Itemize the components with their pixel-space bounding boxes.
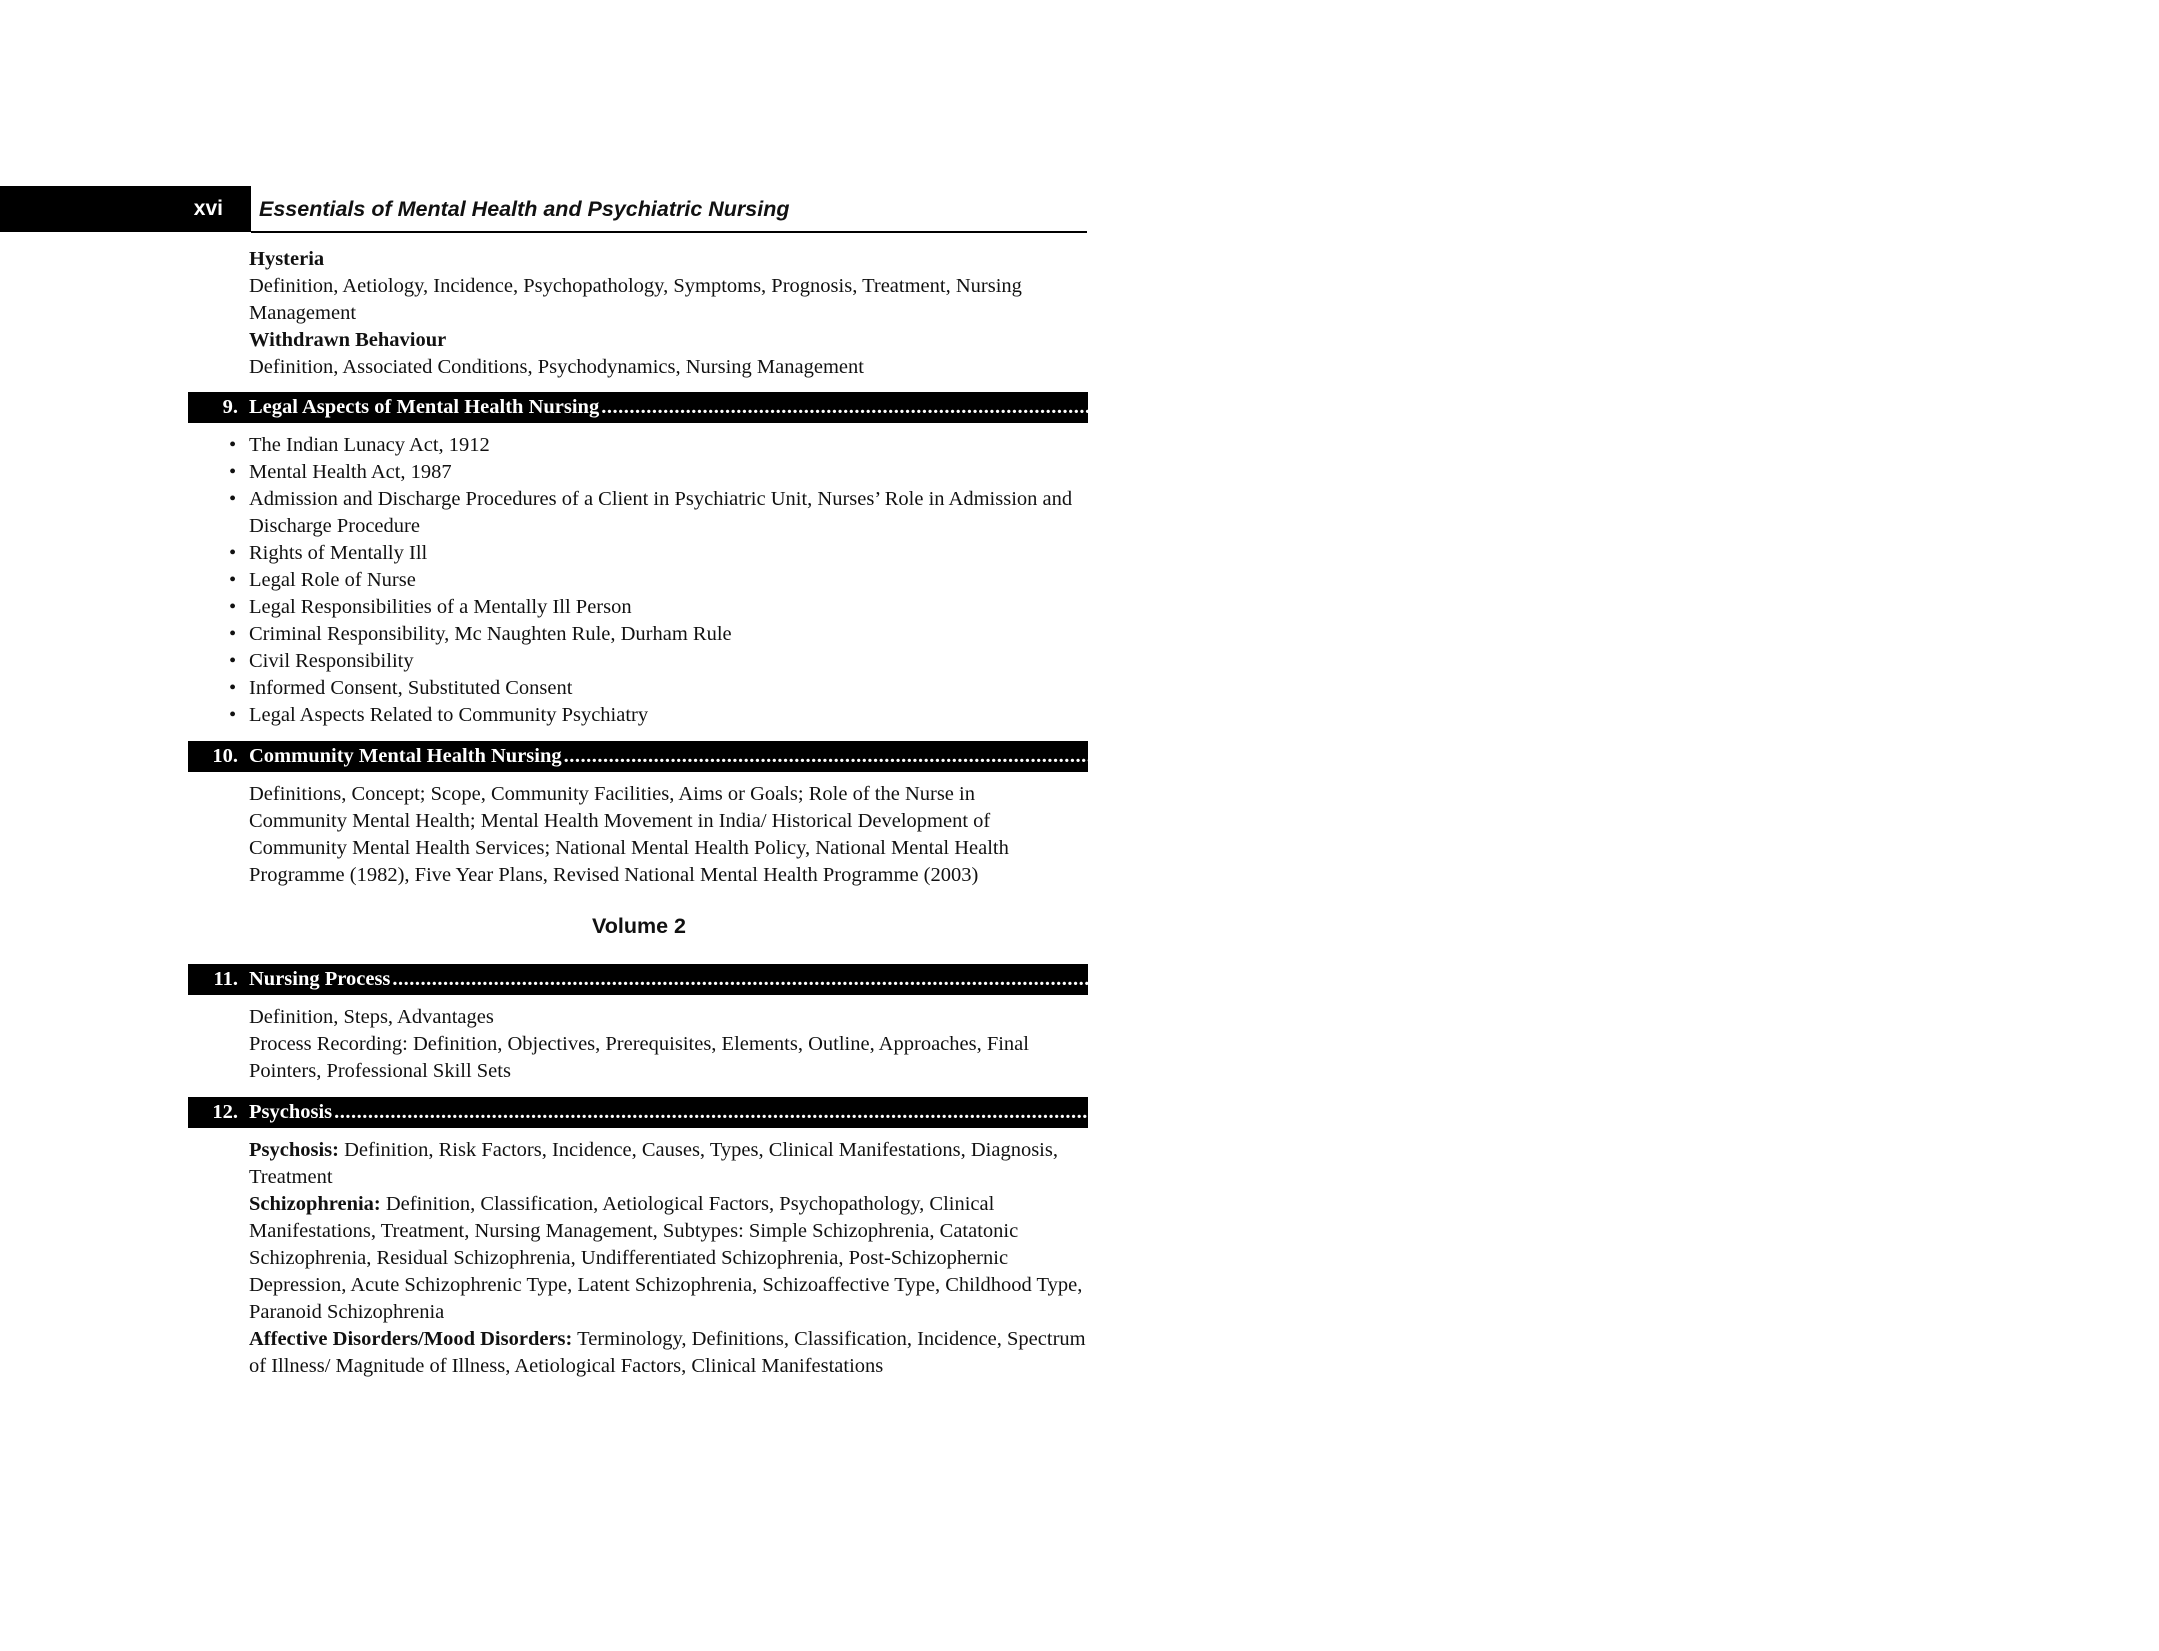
chapter-12-entries bbox=[249, 1137, 1089, 1380]
page-number-block bbox=[0, 186, 251, 232]
list-item: • Rights of Mentally Ill bbox=[249, 540, 1089, 567]
affective-disorders-entry bbox=[249, 1326, 1089, 1380]
entry-text: Terminology, Definitions, Classification, Incidence, Spectrum of Illness/ Magnitude of Illness, Aetiological Factors, Clinical Manifestations bbox=[249, 1328, 1086, 1377]
withdrawn-title: Withdrawn Behaviour bbox=[249, 329, 447, 351]
list-item: • The Indian Lunacy Act, 1912 bbox=[249, 432, 1089, 459]
chapter-title: Community Mental Health Nursing bbox=[249, 745, 562, 767]
hysteria-section bbox=[249, 246, 1089, 381]
list-item: • Admission and Discharge Procedures of a Client in Psychiatric Unit, Nurses’ Role in Admission and Discharge Procedure bbox=[229, 488, 1073, 537]
chapter-title: Psychosis bbox=[249, 1101, 333, 1123]
withdrawn-desc: Definition, Associated Conditions, Psychodynamics, Nursing Management bbox=[249, 356, 864, 378]
entry-term: Schizophrenia: bbox=[249, 1193, 381, 1215]
chapter-10-desc: Definitions, Concept; Scope, Community Facilities, Aims or Goals; Role of the Nurse in Community Mental Health; Mental Health Movement in India/ Historical Development of Community Mental Health Services; National Mental Health Policy, National Mental Health Programme (1982), Five Year Plans, Revised National Mental Health Programme (2003) bbox=[249, 783, 1009, 886]
leader-dots: ............................................................................................................................................................................................................................................................................... bbox=[392, 968, 1917, 990]
page-number: xvi bbox=[193, 197, 223, 220]
chapter-number: 9. bbox=[222, 396, 238, 418]
hysteria-desc: Definition, Aetiology, Incidence, Psychopathology, Symptoms, Prognosis, Treatment, Nursing Management bbox=[249, 275, 1022, 324]
chapter-number: 12. bbox=[212, 1101, 238, 1123]
bullet-icon: • bbox=[229, 488, 237, 510]
header-rule bbox=[251, 231, 1087, 233]
list-item: • Legal Role of Nurse bbox=[249, 567, 1089, 594]
bullet-icon: • bbox=[229, 704, 237, 726]
list-item: • Mental Health Act, 1987 bbox=[249, 459, 1089, 486]
chapter-page: 353 bbox=[2091, 745, 2122, 767]
entry-text: Definition, Classification, Aetiological Factors, Psychopathology, Clinical Manifestations, Treatment, Nursing Management, Subtypes: Simple Schizophrenia, Catatonic Schizophrenia, Residual Schizophrenia, Undifferentiated Schizophrenia, Post-Schizophernic Depression, Acute Schizophrenic Type, Latent Schizophrenia, Schizoaffective Type, Childhood Type, Paranoid Schizophrenia bbox=[249, 1193, 1083, 1323]
list-item: • Legal Responsibilities of a Mentally Ill Person bbox=[249, 594, 1089, 621]
list-item: • Legal Aspects Related to Community Psychiatry bbox=[249, 702, 1089, 729]
toc-content bbox=[212, 246, 2159, 1380]
list-item: • Criminal Responsibility, Mc Naughten Rule, Durham Rule bbox=[249, 621, 1089, 648]
bullet-icon: • bbox=[229, 461, 237, 483]
psychosis-entry bbox=[249, 1137, 1089, 1191]
chapter-number: 10. bbox=[212, 745, 238, 767]
list-item: • Informed Consent, Substituted Consent bbox=[249, 675, 1089, 702]
running-header-title: Essentials of Mental Health and Psychiatric Nursing bbox=[259, 197, 790, 221]
chapter-11-desc-2: Process Recording: Definition, Objectives, Prerequisites, Elements, Outline, Approaches, Final Pointers, Professional Skill Sets bbox=[249, 1033, 1029, 1082]
chapter-10-bar[interactable] bbox=[188, 741, 2122, 772]
leader-dots: ............................................................................................................................................................................................................................................................................... bbox=[563, 745, 2088, 767]
bullet-icon: • bbox=[229, 677, 237, 699]
entry-text: Definition, Risk Factors, Incidence, Causes, Types, Clinical Manifestations, Diagnosis, Treatment bbox=[249, 1139, 1058, 1188]
chapter-page: 363 bbox=[1919, 968, 1951, 990]
chapter-9-bar[interactable] bbox=[188, 392, 2159, 423]
bullet-icon: • bbox=[229, 623, 237, 645]
chapter-page: 340 bbox=[2128, 396, 2159, 418]
chapter-title: Legal Aspects of Mental Health Nursing bbox=[249, 396, 600, 418]
chapter-9-bullet-list bbox=[229, 432, 1089, 729]
list-item: • Civil Responsibility bbox=[249, 648, 1089, 675]
chapter-11-desc-1: Definition, Steps, Advantages bbox=[249, 1006, 494, 1028]
leader-dots: ............................................................................................................................................................................................................................................................................... bbox=[334, 1101, 1859, 1123]
entry-term: Psychosis: bbox=[249, 1139, 339, 1161]
volume-heading: Volume 2 bbox=[592, 914, 686, 938]
bullet-icon: • bbox=[229, 569, 237, 591]
bullet-icon: • bbox=[229, 434, 237, 456]
chapter-title: Nursing Process bbox=[249, 968, 391, 990]
chapter-page: 372 bbox=[1861, 1101, 1893, 1123]
schizophrenia-entry bbox=[249, 1191, 1089, 1326]
leader-dots: ............................................................................................................................................................................................................................................................................... bbox=[601, 396, 2126, 418]
entry-term: Affective Disorders/Mood Disorders: bbox=[249, 1328, 573, 1350]
chapter-number: 11. bbox=[213, 968, 238, 990]
bullet-icon: • bbox=[229, 542, 237, 564]
chapter-12-bar[interactable] bbox=[188, 1097, 1893, 1128]
bullet-icon: • bbox=[229, 596, 237, 618]
bullet-icon: • bbox=[229, 650, 237, 672]
hysteria-title: Hysteria bbox=[249, 248, 325, 270]
chapter-11-bar[interactable] bbox=[188, 964, 1951, 995]
